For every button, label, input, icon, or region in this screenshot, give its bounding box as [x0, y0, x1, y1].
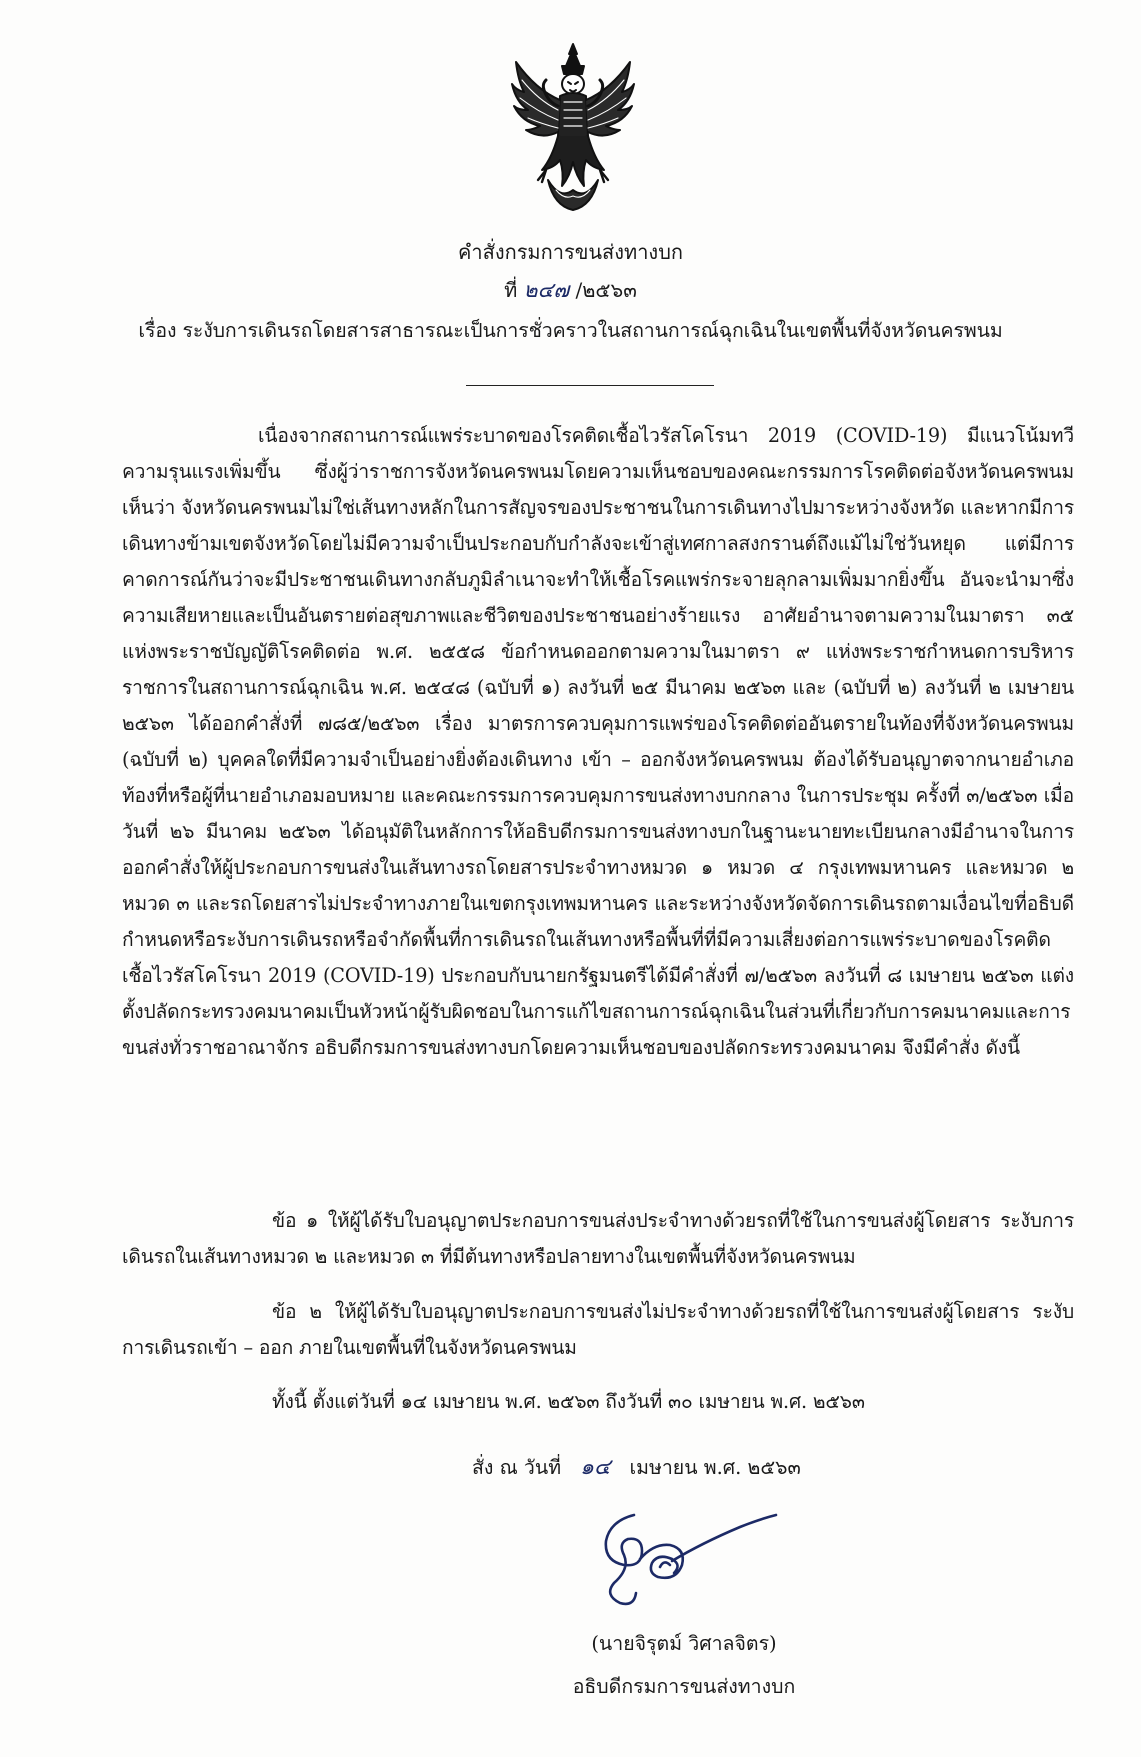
clause-2: ข้อ ๒ ให้ผู้ได้รับใบอนุญาตประกอบการขนส่งไม่ประจำทางด้วยรถที่ใช้ในการขนส่งผู้โดยสาร ระงับการเดินรถเข้า – ออก ภายในเขตพื้นที่ในจังหวัดนครพนม — [122, 1300, 1074, 1359]
signer-name: (นายจิรุตม์ วิศาลจิตร) — [591, 1632, 777, 1655]
order-number-handwritten: ๒๔๗ — [523, 278, 570, 302]
order-subject: เรื่อง ระงับการเดินรถโดยสารสาธารณะเป็นการชั่วคราวในสถานการณ์ฉุกเฉินในเขตพื้นที่จังหวัดนครพนม — [138, 319, 1003, 342]
header-divider — [466, 385, 714, 386]
order-date — [472, 1453, 801, 1483]
garuda-emblem-icon — [508, 40, 638, 215]
order-number-suffix: /๒๕๖๓ — [569, 278, 637, 302]
effective-period: ทั้งนี้ ตั้งแต่วันที่ ๑๔ เมษายน พ.ศ. ๒๕๖๓ ถึงวันที่ ๓๐ เมษายน พ.ศ. ๒๕๖๓ — [272, 1390, 865, 1413]
order-date-prefix: สั่ง ณ วันที่ — [472, 1456, 568, 1479]
order-number — [0, 276, 1141, 304]
main-paragraph: เนื่องจากสถานการณ์แพร่ระบาดของโรคติดเชื้อไวรัสโคโรนา 2019 (COVID-19) มีแนวโน้มทวีความรุนแรงเพิ่มขึ้น ซึ่งผู้ว่าราชการจังหวัดนครพนมโดยความเห็นชอบของคณะกรรมการโรคติดต่อจังหวัดนครพนม เห็นว่า จังหวัดนครพนมไม่ใช่เส้นทางหลักในการสัญจรของประชาชนในการเดินทางไปมาระหว่างจังหวัด และหากมีการเดินทางข้ามเขตจังหวัดโดยไม่มีความจำเป็นประกอบกับกำลังจะเข้าสู่เทศกาลสงกรานต์ถึงแม้ไม่ใช่วันหยุด แต่มีการคาดการณ์กันว่าจะมีประชาชนเดินทางกลับภูมิลำเนาจะทำให้เชื้อโรคแพร่กระจายลุกลามเพิ่มมากยิ่งขึ้น อันจะนำมาซึ่งความเสียหายและเป็นอันตรายต่อสุขภาพและชีวิตของประชาชนอย่างร้ายแรง อาศัยอำนาจตามความในมาตรา ๓๕ แห่งพระราชบัญญัติโรคติดต่อ พ.ศ. ๒๕๕๘ ข้อกำหนดออกตามความในมาตรา ๙ แห่งพระราชกำหนดการบริหารราชการในสถานการณ์ฉุกเฉิน พ.ศ. ๒๕๔๘ (ฉบับที่ ๑) ลงวันที่ ๒๕ มีนาคม ๒๕๖๓ และ (ฉบับที่ ๒) ลงวันที่ ๒ เมษายน ๒๕๖๓ ได้ออกคำสั่งที่ ๗๘๕/๒๕๖๓ เรื่อง มาตรการควบคุมการแพร่ของโรคติดต่ออันตรายในท้องที่จังหวัดนครพนม (ฉบับที่ ๒) บุคคลใดที่มีความจำเป็นอย่างยิ่งต้องเดินทาง เข้า – ออกจังหวัดนครพนม ต้องได้รับอนุญาตจากนายอำเภอท้องที่หรือผู้ที่นายอำเภอมอบหมาย และคณะกรรมการควบคุมการขนส่งทางบกกลาง ในการประชุม ครั้งที่ ๓/๒๕๖๓ เมื่อวันที่ ๒๖ มีนาคม ๒๕๖๓ ได้อนุมัติในหลักการให้อธิบดีกรมการขนส่งทางบกในฐานะนายทะเบียนกลางมีอำนาจในการออกคำสั่งให้ผู้ประกอบการขนส่งในเส้นทางรถโดยสารประจำทางหมวด ๑ หมวด ๔ กรุงเทพมหานคร และหมวด ๒ หมวด ๓ และรถโดยสารไม่ประจำทางภายในเขตกรุงเทพมหานคร และระหว่างจังหวัดจัดการเดินรถตามเงื่อนไขที่อธิบดีกำหนดหรือระงับการเดินรถหรือจำกัดพื้นที่การเดินรถในเส้นทางหรือพื้นที่ที่มีความเสี่ยงต่อการแพร่ระบาดของโรคติดเชื้อไวรัสโคโรนา 2019 (COVID-19) ประกอบกับนายกรัฐมนตรีได้มีคำสั่งที่ ๗/๒๕๖๓ ลงวันที่ ๘ เมษายน ๒๕๖๓ แต่งตั้งปลัดกระทรวงคมนาคมเป็นหัวหน้าผู้รับผิดชอบในการแก้ไขสถานการณ์ฉุกเฉินในส่วนที่เกี่ยวกับการคมนาคมและการขนส่งทั่วราชอาณาจักร อธิบดีกรมการขนส่งทางบกโดยความเห็นชอบของปลัดกระทรวงคมนาคม จึงมีคำสั่ง ดังนี้ — [122, 424, 1074, 1059]
order-title: คำสั่งกรมการขนส่งทางบก — [458, 240, 683, 264]
signature-image — [590, 1503, 780, 1615]
clause-1: ข้อ ๑ ให้ผู้ได้รับใบอนุญาตประกอบการขนส่งประจำทางด้วยรถที่ใช้ในการขนส่งผู้โดยสาร ระงับการเดินรถในเส้นทางหมวด ๒ และหมวด ๓ ที่มีต้นทางหรือปลายทางในเขตพื้นที่จังหวัดนครพนม — [122, 1209, 1074, 1268]
order-date-handwritten: ๑๔ — [579, 1455, 611, 1480]
order-date-suffix: เมษายน พ.ศ. ๒๕๖๓ — [623, 1456, 801, 1479]
order-number-prefix: ที่ — [504, 278, 524, 302]
signer-position: อธิบดีกรมการขนส่งทางบก — [572, 1675, 796, 1698]
